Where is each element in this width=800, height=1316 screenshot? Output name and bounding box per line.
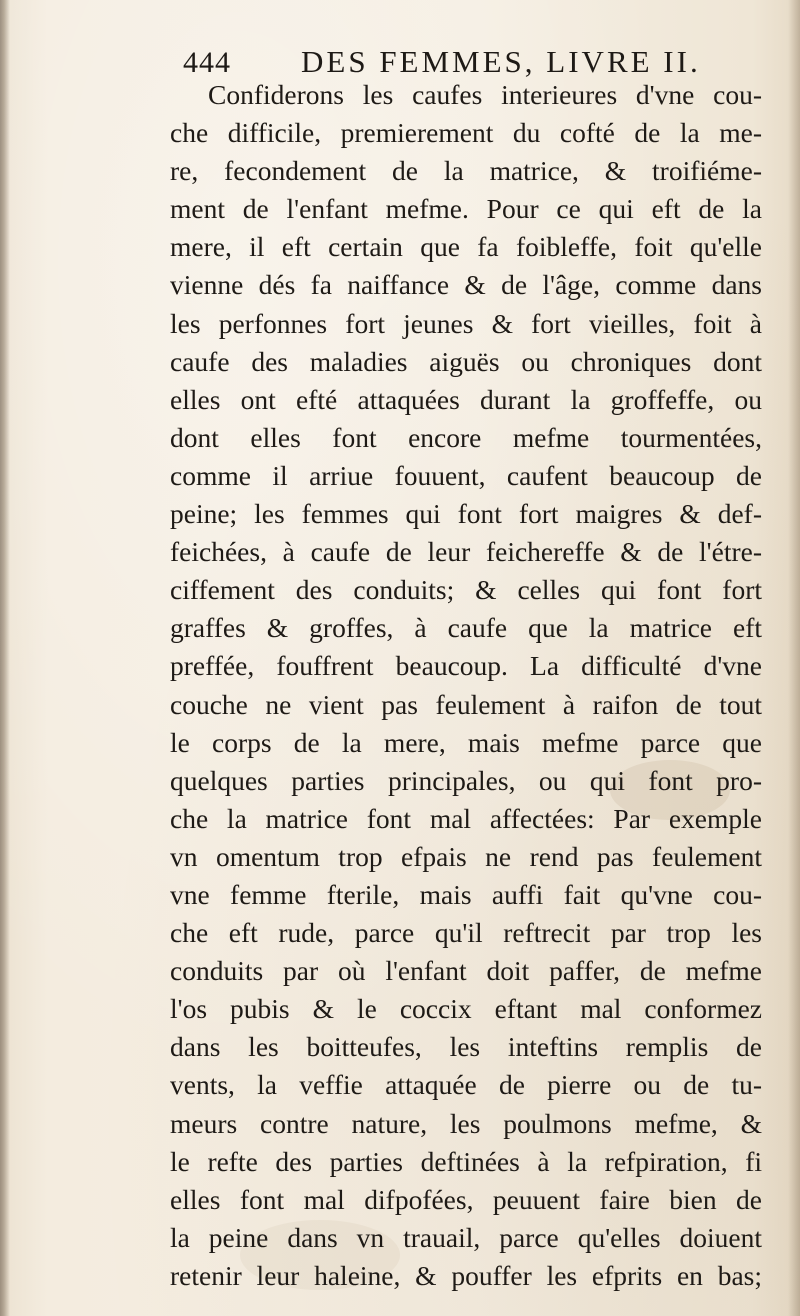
text-line: feichées, à caufe de leur feichereffe & de l'étre- [170,536,762,568]
text-line: Confiderons les caufes interieures d'vne cou- [208,79,762,110]
text-line: elles font mal difpofées, peuuent faire bien de [170,1183,762,1215]
text-line: conduits par où l'enfant doit paffer, de mefme [170,955,762,987]
text-line: che la matrice font mal affectées: Par exemple [170,802,762,834]
text-line: peine; les femmes qui font fort maigres & def- [170,498,762,530]
text-line: les perfonnes fort jeunes & fort vieilles, foit à [170,307,762,339]
text-line: ciffement des conduits; & celles qui font fort [170,574,762,606]
text-line: retenir leur haleine, & pouffer les efprits en bas; [170,1259,762,1291]
page-outer-edge [788,0,800,1316]
text-line: che eft rude, parce qu'il reftrecit par trop les [170,917,762,949]
text-line: caufe des maladies aiguës ou chroniques dont [170,345,762,377]
text-line: graffes & groffes, à caufe que la matrice eft [170,612,762,644]
page-number: 444 [183,46,231,79]
text-line: le refte des parties deftinées à la refpiration, fi [170,1145,762,1177]
text-line: elles ont efté attaquées durant la groffeffe, ou [170,383,762,415]
text-line: mere, il eft certain que fa foibleffe, foit qu'elle [170,231,762,263]
page-binding-edge [0,0,10,1316]
running-title: DES FEMMES, LIVRE II. [301,44,701,79]
text-line: meurs contre nature, les poulmons mefme, & [170,1107,762,1139]
text-line: dont elles font encore mefme tourmentées, [170,421,762,453]
text-line: quelques parties principales, ou qui font pro- [170,764,762,796]
text-line: re, fecondement de la matrice, & troifiéme- [170,155,762,187]
text-line: l'os pubis & le coccix eftant mal conformez [170,993,762,1025]
text-line: vne femme fterile, mais auffi fait qu'vne cou- [170,878,762,910]
text-line: vents, la veffie attaquée de pierre ou de tu- [170,1069,762,1101]
body-text [170,76,762,1295]
text-line: ment de l'enfant mefme. Pour ce qui eft de la [170,193,762,225]
text-line: preffée, fouffrent beaucoup. La difficulté d'vne [170,650,762,682]
text-line: comme il arriue fouuent, caufent beaucoup de [170,459,762,491]
text-line: vienne dés fa naiffance & de l'âge, comme dans [170,269,762,301]
text-line: couche ne vient pas feulement à raifon de tout [170,688,762,720]
text-line: dans les boitteufes, les inteftins remplis de [170,1031,762,1063]
text-line: le corps de la mere, mais mefme parce que [170,726,762,758]
text-line: che difficile, premierement du cofté de la me- [170,117,762,149]
text-line: vn omentum trop efpais ne rend pas feulement [170,840,762,872]
text-line: la peine dans vn trauail, parce qu'elles doiuent [170,1221,762,1253]
